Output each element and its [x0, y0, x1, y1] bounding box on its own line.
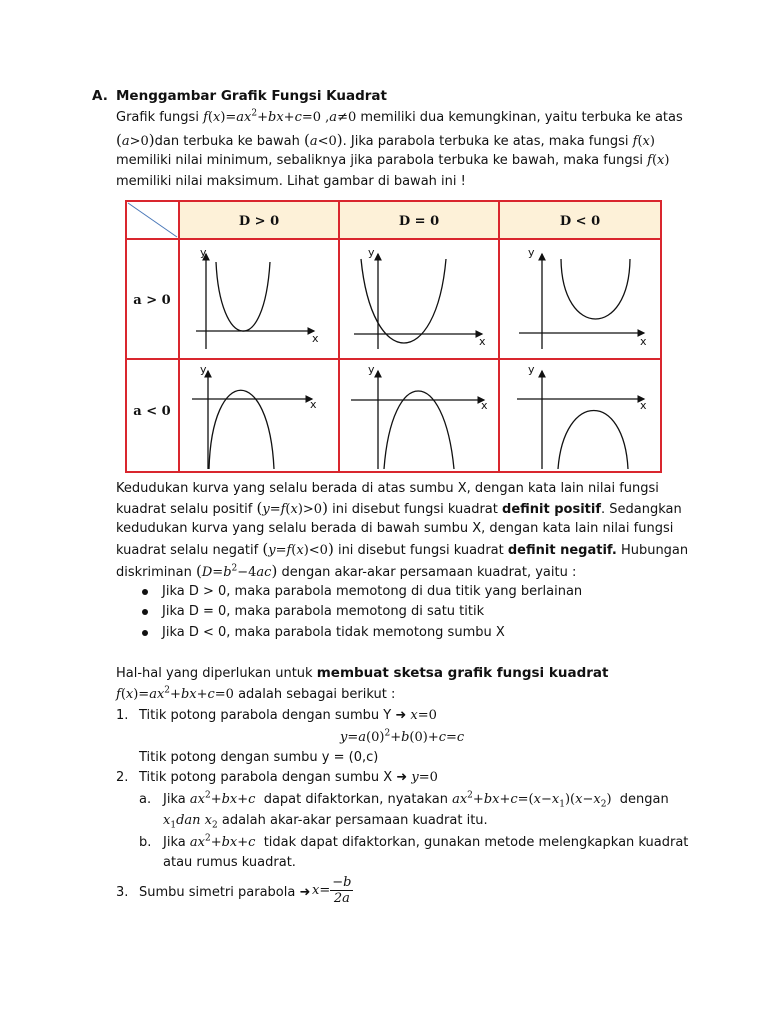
graph-a-pos-d-neg: [519, 254, 644, 349]
col-header-d-zero: D = 0: [398, 214, 440, 229]
graph-a-neg-d-pos: [192, 371, 312, 469]
graph-a-neg-d-zero: [351, 371, 484, 469]
item1-equation: $y=a(0)^2+b(0)+c=c$: [340, 728, 465, 745]
bullet-dot: [142, 609, 148, 615]
item2a-text: Jika $ax^2+bx+c$ dapat difaktorkan, nyatakan $ax^2+bx+c=(x-x_1)(x-x_2)$ dengan: [163, 790, 669, 810]
row-header-a-negative: a < 0: [133, 404, 171, 419]
item3-text: Sumbu simetri parabola ➜: [139, 885, 311, 900]
bullet-dot: [142, 589, 148, 595]
graph-a-pos-d-zero: [354, 254, 482, 349]
para1-line2: (a>0)dan terbuka ke bawah (a<0). Jika parabola terbuka ke atas, maka fungsi f(x): [116, 131, 655, 149]
item2b-text: Jika $ax^2+bx+c$ tidak dapat difaktorkan, gunakan metode melengkapkan kuadrat: [163, 833, 689, 850]
item1-result: Titik potong dengan sumbu y = (0,c): [139, 750, 379, 765]
axis-label-x: x: [479, 335, 486, 348]
sketch-intro-line2: $f(x)=ax^2+bx+c=0$ adalah sebagai berikut :: [116, 685, 396, 702]
bullet-dot: [142, 630, 148, 636]
section-title: Menggambar Grafik Fungsi Kuadrat: [116, 88, 387, 104]
item2a-letter: a.: [139, 792, 152, 807]
section-letter: A.: [92, 88, 108, 104]
corner-diagonal: [128, 203, 177, 237]
bullet-item: Jika D < 0, maka parabola tidak memotong sumbu X: [162, 625, 505, 640]
para2-line4: kuadrat selalu negatif (y=f(x)<0) ini disebut fungsi kuadrat definit negatif. Hubungan: [116, 540, 689, 558]
axis-label-x: x: [310, 398, 317, 411]
axis-label-x: x: [640, 335, 647, 348]
para2-line1: Kedudukan kurva yang selalu berada di atas sumbu X, dengan kata lain nilai fungsi: [116, 481, 659, 496]
para2-line2: kuadrat selalu positif (y=f(x)>0) ini disebut fungsi kuadrat definit positif. Sedangkan: [116, 499, 682, 517]
axis-label-y: y: [528, 363, 535, 376]
item2b-text-line2: atau rumus kuadrat.: [163, 855, 296, 870]
item-number: 2.: [116, 770, 129, 785]
axis-label-y: y: [200, 363, 207, 376]
item2b-letter: b.: [139, 835, 152, 850]
para2-line5: diskriminan $(D=b^2-4ac)$ dengan akar-akar persamaan kuadrat, yaitu :: [116, 562, 577, 580]
item-number: 3.: [116, 885, 129, 900]
para1-line4: memiliki nilai maksimum. Lihat gambar di bawah ini !: [116, 174, 466, 189]
parabola-table: [124, 199, 664, 475]
graph-a-neg-d-neg: [517, 371, 644, 469]
axis-label-y: y: [528, 246, 535, 259]
axis-label-y: y: [368, 246, 375, 259]
para1-line1: Grafik fungsi $f(x)=ax^2+bx+c=0$ ,a≠0 memiliki dua kemungkinan, yaitu terbuka ke atas: [116, 108, 683, 125]
item2-text: Titik potong parabola dengan sumbu X ➜ y=0: [139, 770, 438, 785]
row-header-a-positive: a > 0: [133, 293, 171, 308]
symmetry-formula: x= $\frac{-b}{2a}$: [312, 875, 352, 906]
col-header-d-negative: D < 0: [559, 214, 601, 229]
axis-label-y: y: [200, 246, 207, 259]
item-number: 1.: [116, 708, 129, 723]
axis-label-x: x: [481, 399, 488, 412]
sketch-intro: Hal-hal yang diperlukan untuk membuat sketsa grafik fungsi kuadrat: [116, 665, 609, 681]
item2a-text-line2: $x_1dan$ $x_2$ adalah akar-akar persamaan kuadrat itu.: [163, 813, 488, 831]
bullet-item: Jika D = 0, maka parabola memotong di satu titik: [162, 604, 485, 619]
axis-label-x: x: [640, 399, 647, 412]
graph-a-pos-d-pos: [196, 254, 314, 349]
axis-label-y: y: [368, 363, 375, 376]
axis-label-x: x: [312, 332, 319, 345]
col-header-d-positive: D > 0: [238, 214, 280, 229]
formula-fx-quadratic: f: [203, 110, 208, 125]
item1-text: Titik potong parabola dengan sumbu Y ➜ x=0: [139, 708, 437, 723]
bullet-item: Jika D > 0, maka parabola memotong di dua titik yang berlainan: [162, 584, 583, 599]
para2-line3: kedudukan kurva yang selalu berada di bawah sumbu X, dengan kata lain nilai fungsi: [116, 521, 674, 536]
para1-line3: memiliki nilai minimum, sebaliknya jika parabola terbuka ke bawah, maka fungsi f(x): [116, 153, 670, 168]
